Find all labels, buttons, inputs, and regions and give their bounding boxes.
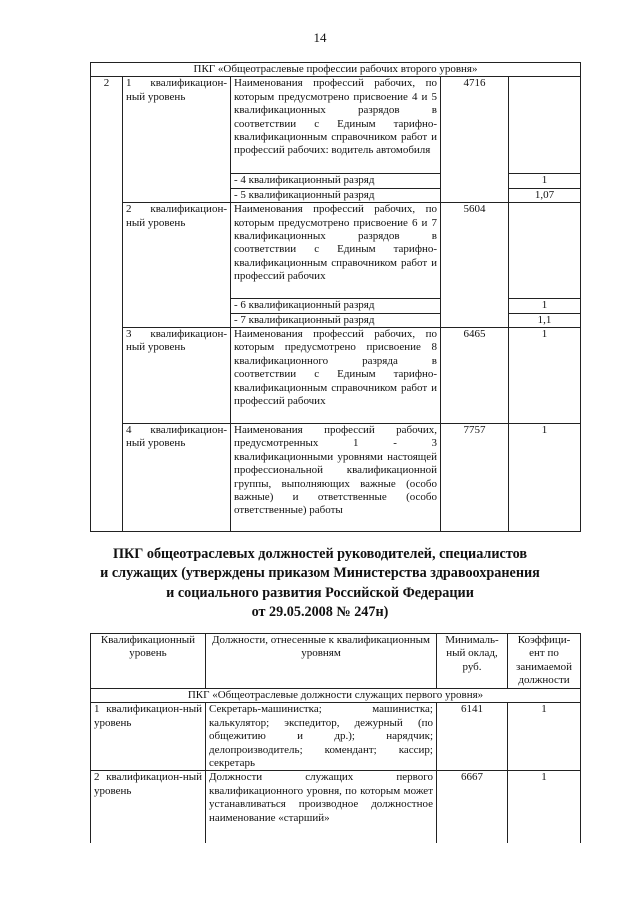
grade-cell: - 5 квалификационный разряд xyxy=(231,188,441,202)
salary-cell: 7757 xyxy=(441,424,509,532)
coef-cell: 1,1 xyxy=(509,313,581,327)
header-positions: Должности, отнесенные к квалификационным уровням xyxy=(206,634,437,689)
grade-cell: - 4 квалификационный разряд xyxy=(231,174,441,188)
level-cell: 3 квалификацион-ный уровень xyxy=(123,328,231,424)
page-number: 14 xyxy=(313,30,327,45)
salary-cell: 6465 xyxy=(441,328,509,424)
level-cell: 2 квалификацион-ный уровень xyxy=(123,203,231,328)
level-cell: 4 квалификацион-ный уровень xyxy=(123,424,231,532)
description-cell: Наименования профессий рабочих, по которым предусмотрено присвоение 6 и 7 квалификационных разрядов в соответствии с Единым тарифно-квалификационным справочником работ и профессий рабочих xyxy=(231,203,441,299)
heading-line: от 29.05.2008 № 247н) xyxy=(251,603,389,620)
grade-cell: - 7 квалификационный разряд xyxy=(231,313,441,327)
grade-cell: - 6 квалификационный разряд xyxy=(231,299,441,313)
workers-second-level-table xyxy=(90,62,581,532)
level-cell: 1 квалификацион-ный уровень xyxy=(123,77,231,203)
salary-cell: 5604 xyxy=(441,203,509,328)
description-cell: Должности служащих первого квалификационного уровня, по которым может устанавливаться производное должностное наименование «старший» xyxy=(206,771,437,843)
coef-cell: 1 xyxy=(508,703,581,771)
table-band: ПКГ «Общеотраслевые профессии рабочих второго уровня» xyxy=(91,63,581,77)
heading-line: ПКГ общеотраслевых должностей руководителей, специалистов xyxy=(112,546,528,562)
salary-cell: 6667 xyxy=(437,771,508,843)
description-cell: Секретарь-машинистка; машинистка; калькулятор; экспедитор, дежурный (по общежитию и др.); нарядчик; делопроизводитель; комендант; кассир; секретарь xyxy=(206,703,437,771)
description-cell: Наименования профессий рабочих, по которым предусмотрено присвоение 8 квалификационного разряда в соответствии с Единым тарифно-квалификационным справочником работ и профессий рабочих xyxy=(231,328,441,424)
coef-cell: 1,07 xyxy=(509,188,581,202)
heading-line: и служащих (утверждены приказом Министерства здравоохранения xyxy=(100,565,540,582)
coef-cell: 1 xyxy=(509,424,581,532)
header-level: Квалификационный уровень xyxy=(91,634,206,689)
coef-cell: 1 xyxy=(509,299,581,313)
coef-cell: 1 xyxy=(508,771,581,843)
table-band: ПКГ «Общеотраслевые должности служащих первого уровня» xyxy=(91,689,581,703)
coef-cell: 1 xyxy=(509,174,581,188)
description-cell: Наименования профессий рабочих, предусмотренных 1 - 3 квалификационными уровнями настоящей профессиональной квалификационной группы, выполняющих важные (особо важные) и ответственные (особо ответственные) работы xyxy=(231,424,441,532)
coef-cell: 1 xyxy=(509,328,581,424)
coef-cell xyxy=(509,203,581,299)
header-coef: Коэффици-ент по занимаемой должности xyxy=(508,634,581,689)
group-number: 2 xyxy=(91,77,123,532)
level-cell: 1 квалификацион-ный уровень xyxy=(91,703,206,771)
heading-line: и социального развития Российской Федерации xyxy=(166,584,474,601)
coef-cell xyxy=(509,77,581,174)
employees-first-level-table xyxy=(90,633,581,843)
salary-cell: 4716 xyxy=(441,77,509,203)
header-salary: Минималь-ный оклад, руб. xyxy=(437,634,508,689)
salary-cell: 6141 xyxy=(437,703,508,771)
section-heading xyxy=(60,545,580,622)
description-cell: Наименования профессий рабочих, по которым предусмотрено присвоение 4 и 5 квалификационных разрядов в соответствии с Единым тарифно-квалификационным справочником работ и профессий рабочих: водитель автомобиля xyxy=(231,77,441,174)
level-cell: 2 квалификацион-ный уровень xyxy=(91,771,206,843)
